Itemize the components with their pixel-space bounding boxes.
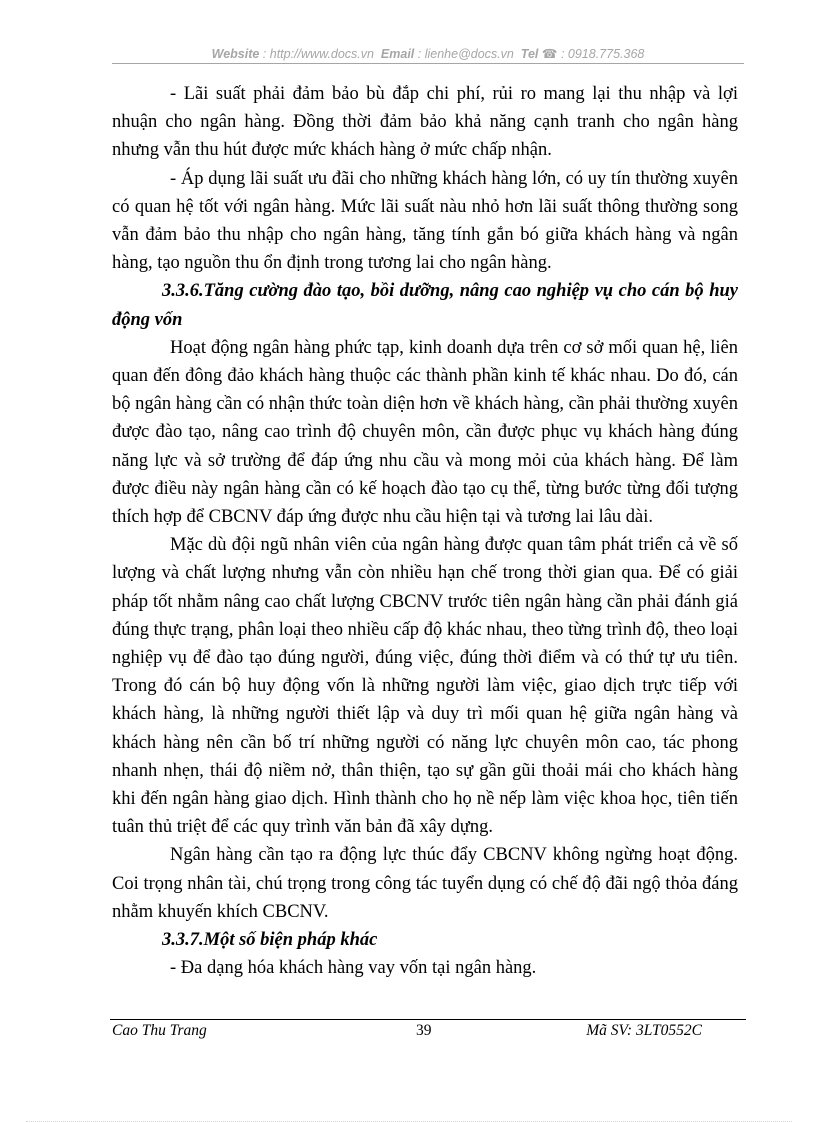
footer-student-id: Mã SV: 3LT0552C xyxy=(586,1022,702,1039)
website-url: http://www.docs.vn xyxy=(269,47,374,61)
paragraph-staff-quality: Mặc dù đội ngũ nhân viên của ngân hàng được quan tâm phát triển cả về số lượng và chất lượng nhưng vẫn còn nhiều hạn chế trong thời gian qua. Để có giải pháp tốt nhằm nâng cao chất lượng CBCNV trước tiên ngân hàng cần phải đánh giá đúng thực trạng, phân loại theo nhiều cấp độ khác nhau, theo từng trình độ, theo loại nghiệp vụ để đào tạo đúng người, đúng việc, đúng thời điểm và có thứ tự ưu tiên. Trong đó cán bộ huy động vốn là những người làm việc, giao dịch trực tiếp với khách hàng, là những người thiết lập và duy trì mối quan hệ giữa ngân hàng và khách hàng nên cần bố trí những người có năng lực chuyên môn cao, tác phong nhanh nhẹn, thái độ niềm nở, thân thiện, tạo sự gần gũi thoải mái cho khách hàng khi đến ngân hàng giao dịch. Hình thành cho họ nề nếp làm việc khoa học, tiên tiến tuân thủ triệt để các quy trình văn bản đã xây dựng. xyxy=(112,535,738,838)
page-bottom-border xyxy=(26,1121,792,1122)
website-label: Website xyxy=(211,47,260,61)
footer-page-number: 39 xyxy=(416,1022,432,1039)
tel-label: Tel xyxy=(520,47,539,61)
email-address: lienhe@docs.vn xyxy=(424,47,514,61)
paragraph-interest-rate-preferential: - Áp dụng lãi suất ưu đãi cho những khách hàng lớn, có uy tín thường xuyên có quan hệ tốt với ngân hàng. Mức lãi suất nàu nhỏ hơn lãi suất thông thường song vẫn đảm bảo thu nhập cho ngân hàng, tăng tính gắn bó giữa khách hàng và ngân hàng, tạo nguồn thu ổn định trong tương lai cho ngân hàng. xyxy=(112,168,738,274)
section-heading-3-3-7: 3.3.7.Một số biện pháp khác xyxy=(162,930,378,951)
paragraph-staff-motivation: Ngân hàng cần tạo ra động lực thúc đẩy CBCNV không ngừng hoạt động. Coi trọng nhân tài, chú trọng trong công tác tuyển dụng có chế độ đãi ngộ thỏa đáng nhằm khuyến khích CBCNV. xyxy=(112,845,738,922)
paragraph-interest-rate-cost: - Lãi suất phải đảm bảo bù đắp chi phí, rủi ro mang lại thu nhập và lợi nhuận cho ngân hàng. Đồng thời đảm bảo khả năng cạnh tranh cho ngân hàng nhưng vẫn thu hút được mức khách hàng ở mức chấp nhận. xyxy=(112,84,738,161)
tel-number: 0918.775.368 xyxy=(567,47,645,61)
page-footer xyxy=(110,1019,746,1039)
document-body xyxy=(112,80,738,983)
footer-author: Cao Thu Trang xyxy=(112,1022,207,1039)
section-heading-3-3-6: 3.3.6.Tăng cường đào tạo, bồi dưỡng, nâng cao nghiệp vụ cho cán bộ huy động vốn xyxy=(112,281,738,330)
paragraph-diversify-customers: - Đa dạng hóa khách hàng vay vốn tại ngân hàng. xyxy=(170,958,537,979)
phone-icon: ☎ xyxy=(541,47,558,61)
paragraph-banking-activity: Hoạt động ngân hàng phức tạp, kinh doanh dựa trên cơ sở mối quan hệ, liên quan đến đông đảo khách hàng thuộc các thành phần kinh tế khác nhau. Do đó, cán bộ ngân hàng cần có nhận thức toàn diện hơn về khách hàng, cần phải thường xuyên được đào tạo, nâng cao trình độ chuyên môn, cần được phục vụ khách hàng đúng năng lực và sở trường để đáp ứng nhu cầu và mong mỏi của khách hàng. Để làm được điều này ngân hàng cần có kế hoạch đào tạo cụ thể, từng bước từng đối tượng thích hợp để CBCNV đáp ứng được nhu cầu hiện tại và tương lai lâu dài. xyxy=(112,337,738,528)
email-label: Email xyxy=(380,47,415,61)
page-header: Website : http://www.docs.vn Email : lienhe@docs.vn Tel ☎ : 0918.775.368 xyxy=(112,46,744,64)
